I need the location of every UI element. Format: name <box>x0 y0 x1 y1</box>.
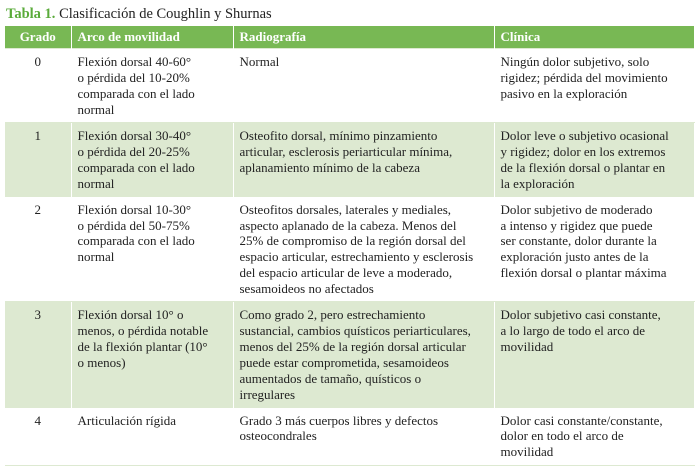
cell-clinica <box>494 407 694 465</box>
cell-arco <box>71 407 233 465</box>
cell-grado-text: 4 <box>34 412 41 428</box>
cell-arco-text: Flexión dorsal 40-60° o pérdida del 10-20% comparada con el lado normal <box>77 54 195 117</box>
cell-clinica-text: Dolor subjetivo de moderado a intenso y rigidez que puede ser constante, dolor durante la exploración justo antes de la flexión dorsal o plantar máxima <box>500 201 667 281</box>
cell-arco-text: Articulación rígida <box>77 412 177 428</box>
cell-clinica-text: Ningún dolor subjetivo, solo rigidez; pérdida del movimiento pasivo en la exploración <box>500 54 668 101</box>
cell-arco <box>71 302 233 407</box>
header-grado: Grado <box>5 26 71 49</box>
header-radiografia: Radiografía <box>233 26 494 49</box>
cell-radiografia <box>233 302 494 407</box>
cell-arco-text: Flexión dorsal 10° o menos, o pérdida notable de la flexión plantar (10° o menos) <box>77 307 209 370</box>
cell-arco-text: Flexión dorsal 10-30° o pérdida del 50-75% comparada con el lado normal <box>77 201 195 265</box>
cell-arco-text: Flexión dorsal 30-40° o pérdida del 20-25% comparada con el lado normal <box>77 128 195 191</box>
table-row-grado-4 <box>5 407 694 465</box>
table-row-grado-1 <box>5 123 694 197</box>
table-caption <box>6 5 272 23</box>
cell-arco <box>71 123 233 197</box>
cell-grado-text: 2 <box>34 201 41 217</box>
cell-radiografia-text: Como grado 2, pero estrechamiento sustancial, cambios quísticos periarticulares, menos del 25% de la región dorsal articular puede estar comprometida, sesamoideos aumentados de tamaño, quísticos o irregulares <box>239 307 471 402</box>
header-arco: Arco de movilidad <box>71 26 233 49</box>
table-row-grado-2 <box>5 196 694 301</box>
caption-title: Clasificación de Coughlin y Shurnas <box>59 6 272 22</box>
cell-grado-text: 1 <box>34 128 41 143</box>
cell-radiografia-text: Osteofitos dorsales, laterales y mediales, aspecto aplanado de la cabeza. Menos del 25% de compromiso de la región dorsal del espacio articular, estrechamiento y esclerosis del espacio articular de leve a moderado, sesamoideos no afectados <box>239 201 474 297</box>
cell-radiografia <box>233 196 494 301</box>
cell-grado <box>5 196 71 301</box>
cell-clinica <box>494 123 694 197</box>
table-row-grado-3 <box>5 302 694 407</box>
classification-table <box>5 26 695 466</box>
cell-clinica-text: Dolor subjetivo casi constante, a lo largo de todo el arco de movilidad <box>500 307 661 354</box>
cell-clinica <box>494 302 694 407</box>
cell-radiografia <box>233 123 494 197</box>
header-clinica: Clínica <box>494 26 694 49</box>
table-header-row <box>5 26 694 49</box>
cell-clinica-text: Dolor leve o subjetivo ocasional y rigidez; dolor en los extremos de la flexión dorsal o plantar en la exploración <box>500 128 669 191</box>
cell-clinica-text: Dolor casi constante/constante, dolor en todo el arco de movilidad <box>500 412 663 460</box>
cell-radiografia <box>233 49 494 123</box>
cell-grado-text: 0 <box>34 54 41 69</box>
cell-clinica <box>494 49 694 123</box>
cell-arco <box>71 196 233 301</box>
cell-grado <box>5 123 71 197</box>
cell-radiografia-text: Osteofito dorsal, mínimo pinzamiento articular, esclerosis periarticular mínima, aplanamiento mínimo de la cabeza <box>239 128 453 175</box>
cell-grado-text: 3 <box>34 307 41 323</box>
cell-grado <box>5 49 71 123</box>
cell-clinica <box>494 196 694 301</box>
table-row-grado-0 <box>5 49 694 123</box>
cell-grado <box>5 407 71 465</box>
cell-grado <box>5 302 71 407</box>
cell-arco <box>71 49 233 123</box>
caption-label: Tabla 1. <box>6 6 56 22</box>
cell-radiografia-text: Normal <box>239 54 280 69</box>
cell-radiografia-text: Grado 3 más cuerpos libres y defectos osteocondrales <box>239 412 439 444</box>
cell-radiografia <box>233 407 494 465</box>
